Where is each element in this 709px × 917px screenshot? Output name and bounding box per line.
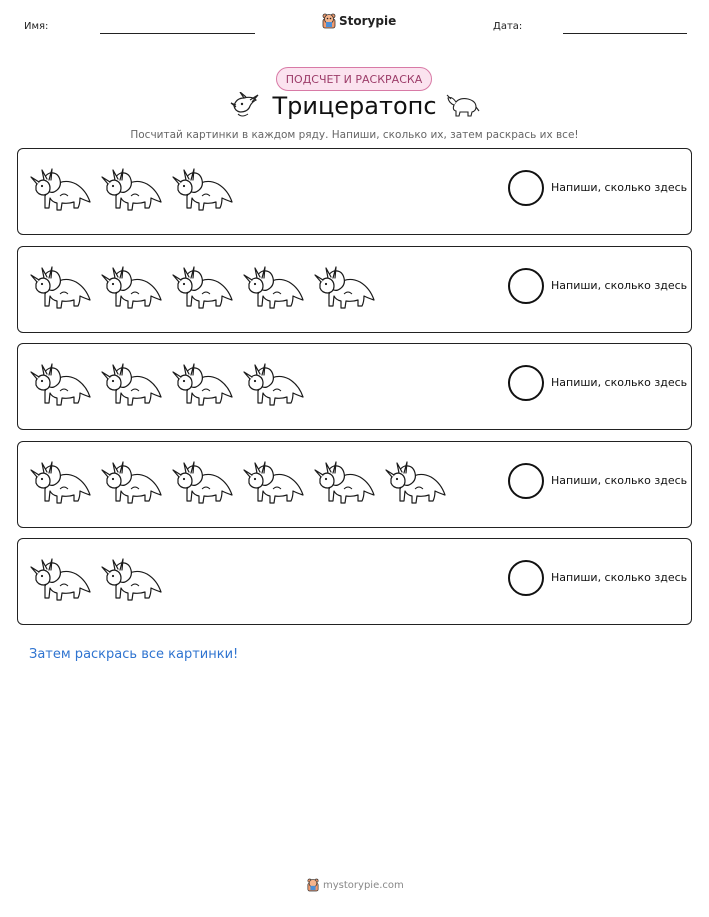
triceratops-icon[interactable] <box>30 262 92 312</box>
answer-circle[interactable] <box>508 170 544 206</box>
answer-circle[interactable] <box>508 463 544 499</box>
triceratops-icon[interactable] <box>30 164 92 214</box>
footer-brand-text: mystorypie.com <box>323 879 404 891</box>
footer-brand <box>307 878 404 892</box>
triceratops-icon[interactable] <box>172 457 234 507</box>
name-line[interactable] <box>100 33 255 34</box>
bear-logo-small-icon <box>307 878 319 892</box>
page-title: Трицератопс <box>272 92 437 120</box>
counting-row <box>17 148 692 235</box>
bear-logo-icon <box>322 13 336 29</box>
triceratops-icon[interactable] <box>30 554 92 604</box>
triceratops-icon[interactable] <box>30 457 92 507</box>
brand-logo <box>322 13 396 29</box>
write-count-label: Напиши, сколько здесь <box>551 181 688 194</box>
triceratops-icon[interactable] <box>314 262 376 312</box>
date-label: Дата: <box>493 21 523 32</box>
write-count-label: Напиши, сколько здесь <box>551 278 688 292</box>
dino-group <box>30 164 234 214</box>
date-line[interactable] <box>563 33 687 34</box>
triceratops-icon[interactable] <box>101 262 163 312</box>
category-badge: ПОДСЧЕТ И РАСКРАСКА <box>276 67 432 91</box>
triceratops-icon[interactable] <box>385 457 447 507</box>
brand-name: Storypie <box>339 14 397 28</box>
triceratops-icon[interactable] <box>101 164 163 214</box>
write-count-label: Напиши, сколько здесь <box>551 376 688 389</box>
dino-group <box>30 554 163 604</box>
counting-row <box>17 538 692 625</box>
triceratops-icon[interactable] <box>172 164 234 214</box>
triceratops-icon[interactable] <box>243 457 305 507</box>
triceratops-icon[interactable] <box>101 359 163 409</box>
write-count-label: Напиши, сколько здесь <box>551 571 688 584</box>
instructions: Посчитай картинки в каждом ряду. Напиши, сколько их, затем раскрась их все! <box>130 129 579 141</box>
answer-circle[interactable] <box>508 560 544 596</box>
triceratops-small-icon <box>446 93 480 117</box>
triceratops-icon[interactable] <box>243 262 305 312</box>
triceratops-icon[interactable] <box>172 359 234 409</box>
dino-group <box>30 359 305 409</box>
dino-group <box>30 262 376 312</box>
triceratops-icon[interactable] <box>30 359 92 409</box>
dino-group <box>30 457 447 507</box>
triceratops-icon[interactable] <box>172 262 234 312</box>
write-count-label: Напиши, сколько здесь <box>551 473 688 487</box>
answer-circle[interactable] <box>508 365 544 401</box>
answer-circle[interactable] <box>508 268 544 304</box>
counting-row <box>17 246 692 333</box>
triceratops-icon[interactable] <box>101 457 163 507</box>
counting-row <box>17 343 692 430</box>
counting-row <box>17 441 692 528</box>
triceratops-icon[interactable] <box>314 457 376 507</box>
name-label: Имя: <box>24 21 49 32</box>
triceratops-icon[interactable] <box>243 359 305 409</box>
footer-note: Затем раскрась все картинки! <box>29 647 239 662</box>
triceratops-icon[interactable] <box>101 554 163 604</box>
